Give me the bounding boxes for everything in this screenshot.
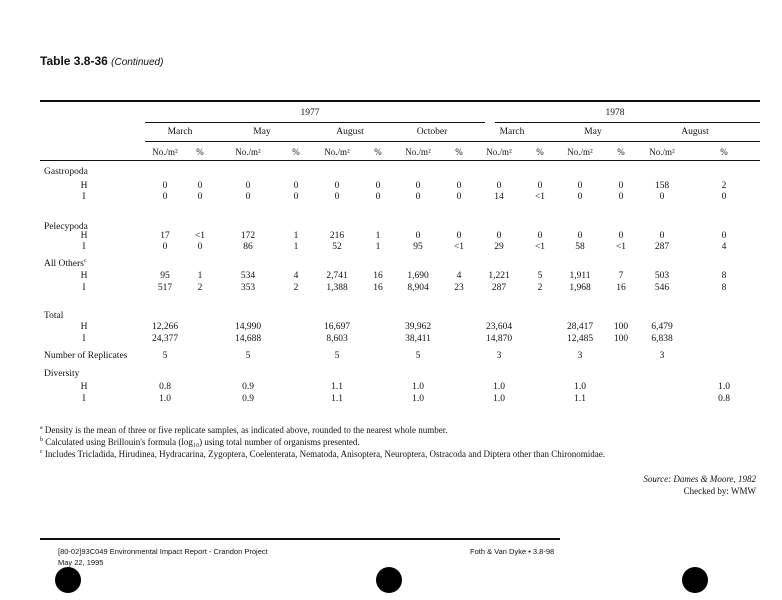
cell-gastropoda-I-6: 0: [375, 192, 381, 202]
cell-gastropoda-H-6: 0: [375, 181, 381, 191]
unit-density-3: No./m²: [405, 147, 431, 157]
cell-gastropoda-I-8: 0: [456, 192, 462, 202]
binder-hole-left: [55, 567, 81, 593]
cell-pelecypoda-I-12: <1: [615, 242, 627, 252]
month-header-4: March: [499, 127, 525, 137]
cell-pelecypoda-I-7: 95: [413, 242, 423, 252]
cell-pelecypoda-H-14: 0: [721, 231, 727, 241]
cell-all_others-H-12: 7: [618, 271, 624, 281]
cell-total-I-3: 14,688: [234, 334, 262, 344]
cell-pelecypoda-I-9: 29: [494, 242, 504, 252]
month-header-5: May: [584, 127, 602, 137]
cell-all_others-I-14: 8: [721, 283, 727, 293]
cell-total-H-12: 100: [613, 322, 629, 332]
cell-pelecypoda-I-2: 0: [197, 242, 203, 252]
cell-pelecypoda-I-6: 1: [375, 242, 381, 252]
cell-gastropoda-H-0: H: [80, 181, 88, 191]
month-header-3: October: [416, 127, 448, 137]
cell-gastropoda-H-5: 0: [334, 181, 340, 191]
cell-gastropoda-I-1: 0: [162, 192, 168, 202]
month-rule: [145, 141, 760, 142]
cell-all_others-I-4: 2: [293, 283, 299, 293]
cell-all_others-I-6: 16: [373, 283, 383, 293]
cell-pelecypoda-I-10: <1: [534, 242, 546, 252]
cell-diversity-H-14: 1.0: [718, 382, 730, 392]
cell-diversity-H-0: H: [80, 382, 88, 392]
cell-pelecypoda-I-13: 287: [654, 242, 670, 252]
cell-gastropoda-H-2: 0: [197, 181, 203, 191]
cell-all_others-H-5: 2,741: [326, 271, 348, 281]
cell-pelecypoda-I-4: 1: [293, 242, 299, 252]
footer-rule: [40, 538, 560, 540]
cell-all_others-I-12: 16: [616, 283, 626, 293]
row-label-all_others: All Others$^c$: [44, 257, 87, 269]
cell-all_others-H-11: 1,911: [569, 271, 591, 281]
source-note: Source: Dames & Moore, 1982: [643, 474, 756, 484]
cell-gastropoda-H-1: 0: [162, 181, 168, 191]
cell-pelecypoda-H-9: 0: [496, 231, 502, 241]
cell-total-H-11: 28,417: [566, 322, 594, 332]
cell-total-I-13: 6,838: [651, 334, 673, 344]
cell-diversity-I-3: 0.9: [242, 394, 254, 404]
cell-gastropoda-I-4: 0: [293, 192, 299, 202]
cell-gastropoda-H-11: 0: [577, 181, 583, 191]
cell-replicates-4: 3: [496, 351, 502, 361]
cell-total-I-5: 8,603: [326, 334, 348, 344]
cell-pelecypoda-H-2: <1: [194, 231, 206, 241]
cell-pelecypoda-H-1: 17: [160, 231, 170, 241]
cell-all_others-H-1: 95: [160, 271, 170, 281]
cell-total-I-11: 12,485: [566, 334, 594, 344]
cell-all_others-I-5: 1,388: [326, 283, 348, 293]
cell-gastropoda-H-14: 2: [721, 181, 727, 191]
cell-total-H-5: 16,697: [323, 322, 351, 332]
cell-all_others-H-14: 8: [721, 271, 727, 281]
footer-report-id: [80-02]93C049 Environmental Impact Report - Crandon Project: [58, 547, 268, 556]
cell-total-I-7: 38,411: [405, 334, 431, 344]
cell-gastropoda-I-0: I: [82, 192, 86, 202]
cell-replicates-1: 5: [245, 351, 251, 361]
cell-gastropoda-I-11: 0: [577, 192, 583, 202]
cell-gastropoda-H-12: 0: [618, 181, 624, 191]
cell-replicates-3: 5: [415, 351, 421, 361]
cell-total-H-9: 23,604: [485, 322, 513, 332]
unit-density-0: No./m²: [152, 147, 178, 157]
cell-pelecypoda-H-5: 216: [329, 231, 345, 241]
cell-diversity-I-5: 1.1: [331, 394, 343, 404]
cell-diversity-I-14: 0.8: [718, 394, 730, 404]
cell-diversity-H-3: 0.9: [242, 382, 254, 392]
footnote-a: $^a$ Density is the mean of three or five replicate samples, as indicated above, rounded to the nearest whole number.: [40, 425, 448, 435]
cell-pelecypoda-H-10: 0: [537, 231, 543, 241]
footer-date: May 22, 1995: [58, 558, 104, 567]
cell-diversity-H-7: 1.0: [412, 382, 424, 392]
cell-all_others-I-8: 23: [454, 283, 464, 293]
cell-pelecypoda-H-8: 0: [456, 231, 462, 241]
cell-all_others-H-7: 1,690: [407, 271, 429, 281]
cell-total-H-0: H: [80, 322, 88, 332]
year-1978: 1978: [605, 108, 625, 118]
table-title: Table 3.8-36 (Continued): [40, 54, 164, 68]
year-1977-rule: [145, 122, 485, 123]
cell-all_others-H-9: 1,221: [488, 271, 510, 281]
cell-diversity-H-11: 1.0: [574, 382, 586, 392]
unit-percent-0: %: [196, 147, 204, 157]
cell-pelecypoda-H-12: 0: [618, 231, 624, 241]
cell-pelecypoda-H-4: 1: [293, 231, 299, 241]
cell-gastropoda-I-14: 0: [721, 192, 727, 202]
cell-pelecypoda-I-14: 4: [721, 242, 727, 252]
cell-all_others-H-2: 1: [197, 271, 203, 281]
cell-replicates-2: 5: [334, 351, 340, 361]
cell-all_others-H-10: 5: [537, 271, 543, 281]
cell-diversity-I-7: 1.0: [412, 394, 424, 404]
binder-hole-right: [682, 567, 708, 593]
unit-density-2: No./m²: [324, 147, 350, 157]
cell-gastropoda-H-7: 0: [415, 181, 421, 191]
cell-gastropoda-H-8: 0: [456, 181, 462, 191]
unit-density-6: No./m²: [649, 147, 675, 157]
cell-diversity-I-0: I: [82, 394, 86, 404]
cell-gastropoda-I-13: 0: [659, 192, 665, 202]
cell-pelecypoda-H-13: 0: [659, 231, 665, 241]
unit-percent-2: %: [374, 147, 382, 157]
unit-density-4: No./m²: [486, 147, 512, 157]
binder-hole-middle: [376, 567, 402, 593]
month-header-0: March: [167, 127, 193, 137]
cell-pelecypoda-I-11: 58: [575, 242, 585, 252]
cell-pelecypoda-I-0: I: [82, 242, 86, 252]
year-1978-rule: [495, 122, 760, 123]
row-label-diversity: Diversity: [44, 369, 80, 379]
cell-all_others-I-1: 517: [157, 283, 173, 293]
cell-diversity-I-1: 1.0: [159, 394, 171, 404]
cell-pelecypoda-H-0: H: [80, 231, 88, 241]
cell-replicates-0: 5: [162, 351, 168, 361]
cell-total-H-3: 14,990: [234, 322, 262, 332]
cell-all_others-I-11: 1,968: [569, 283, 591, 293]
cell-total-I-12: 100: [613, 334, 629, 344]
cell-all_others-I-0: I: [82, 283, 86, 293]
cell-all_others-I-3: 353: [240, 283, 256, 293]
top-rule: [40, 100, 760, 102]
cell-gastropoda-I-9: 14: [494, 192, 504, 202]
cell-pelecypoda-I-8: <1: [453, 242, 465, 252]
cell-gastropoda-I-5: 0: [334, 192, 340, 202]
cell-pelecypoda-H-3: 172: [240, 231, 256, 241]
cell-all_others-H-8: 4: [456, 271, 462, 281]
cell-gastropoda-I-3: 0: [245, 192, 251, 202]
cell-gastropoda-I-12: 0: [618, 192, 624, 202]
cell-diversity-H-5: 1.1: [331, 382, 343, 392]
cell-gastropoda-H-3: 0: [245, 181, 251, 191]
footer-page: Foth & Van Dyke • 3.8-98: [470, 547, 555, 556]
cell-total-I-0: I: [82, 334, 86, 344]
cell-total-I-9: 14,870: [485, 334, 513, 344]
cell-pelecypoda-I-3: 86: [243, 242, 253, 252]
cell-total-H-13: 6,479: [651, 322, 673, 332]
cell-all_others-H-4: 4: [293, 271, 299, 281]
cell-all_others-H-0: H: [80, 271, 88, 281]
unit-density-5: No./m²: [567, 147, 593, 157]
unit-density-1: No./m²: [235, 147, 261, 157]
cell-diversity-H-9: 1.0: [493, 382, 505, 392]
unit-percent-3: %: [455, 147, 463, 157]
cell-all_others-H-3: 534: [240, 271, 256, 281]
cell-total-H-7: 39,962: [404, 322, 432, 332]
footnote-b: $^b$ Calculated using Brillouin's formula (log₁₀) using total number of organisms presented.: [40, 437, 360, 447]
cell-gastropoda-I-10: <1: [534, 192, 546, 202]
row-label-pelecypoda: Pelecypoda: [44, 222, 88, 232]
cell-all_others-H-6: 16: [373, 271, 383, 281]
cell-all_others-I-7: 8,904: [407, 283, 429, 293]
month-header-1: May: [253, 127, 271, 137]
cell-pelecypoda-I-1: 0: [162, 242, 168, 252]
cell-replicates-6: 3: [659, 351, 665, 361]
unit-percent-5: %: [617, 147, 625, 157]
cell-all_others-I-9: 287: [491, 283, 507, 293]
unit-percent-4: %: [536, 147, 544, 157]
cell-all_others-I-10: 2: [537, 283, 543, 293]
row-label-total: Total: [44, 311, 64, 321]
cell-pelecypoda-H-7: 0: [415, 231, 421, 241]
cell-gastropoda-H-10: 0: [537, 181, 543, 191]
month-header-6: August: [681, 127, 709, 137]
cell-pelecypoda-I-5: 52: [332, 242, 342, 252]
year-1977: 1977: [300, 108, 320, 118]
month-header-2: August: [336, 127, 364, 137]
cell-all_others-H-13: 503: [654, 271, 670, 281]
cell-all_others-I-13: 546: [654, 283, 670, 293]
footnote-c: $^c$ Includes Tricladida, Hirudinea, Hydracarina, Zygoptera, Coelenterata, Nematoda, Anisoptera, Neuroptera, Ostracoda and Diptera other than Chironomidae.: [40, 449, 605, 459]
cell-replicates-5: 3: [577, 351, 583, 361]
unit-percent-6: %: [720, 147, 728, 157]
cell-gastropoda-H-13: 158: [654, 181, 670, 191]
unit-percent-1: %: [292, 147, 300, 157]
cell-diversity-H-1: 0.8: [159, 382, 171, 392]
cell-diversity-I-9: 1.0: [493, 394, 505, 404]
cell-all_others-I-2: 2: [197, 283, 203, 293]
cell-gastropoda-H-9: 0: [496, 181, 502, 191]
header-bottom-rule: [40, 160, 760, 161]
row-label-replicates: Number of Replicates: [44, 351, 128, 361]
cell-total-I-1: 24,377: [151, 334, 179, 344]
cell-pelecypoda-H-6: 1: [375, 231, 381, 241]
checked-by: Checked by: WMW: [683, 486, 756, 496]
cell-pelecypoda-H-11: 0: [577, 231, 583, 241]
cell-gastropoda-H-4: 0: [293, 181, 299, 191]
cell-total-H-1: 12,266: [151, 322, 179, 332]
row-label-gastropoda: Gastropoda: [44, 167, 88, 177]
cell-diversity-I-11: 1.1: [574, 394, 586, 404]
cell-gastropoda-I-2: 0: [197, 192, 203, 202]
cell-gastropoda-I-7: 0: [415, 192, 421, 202]
